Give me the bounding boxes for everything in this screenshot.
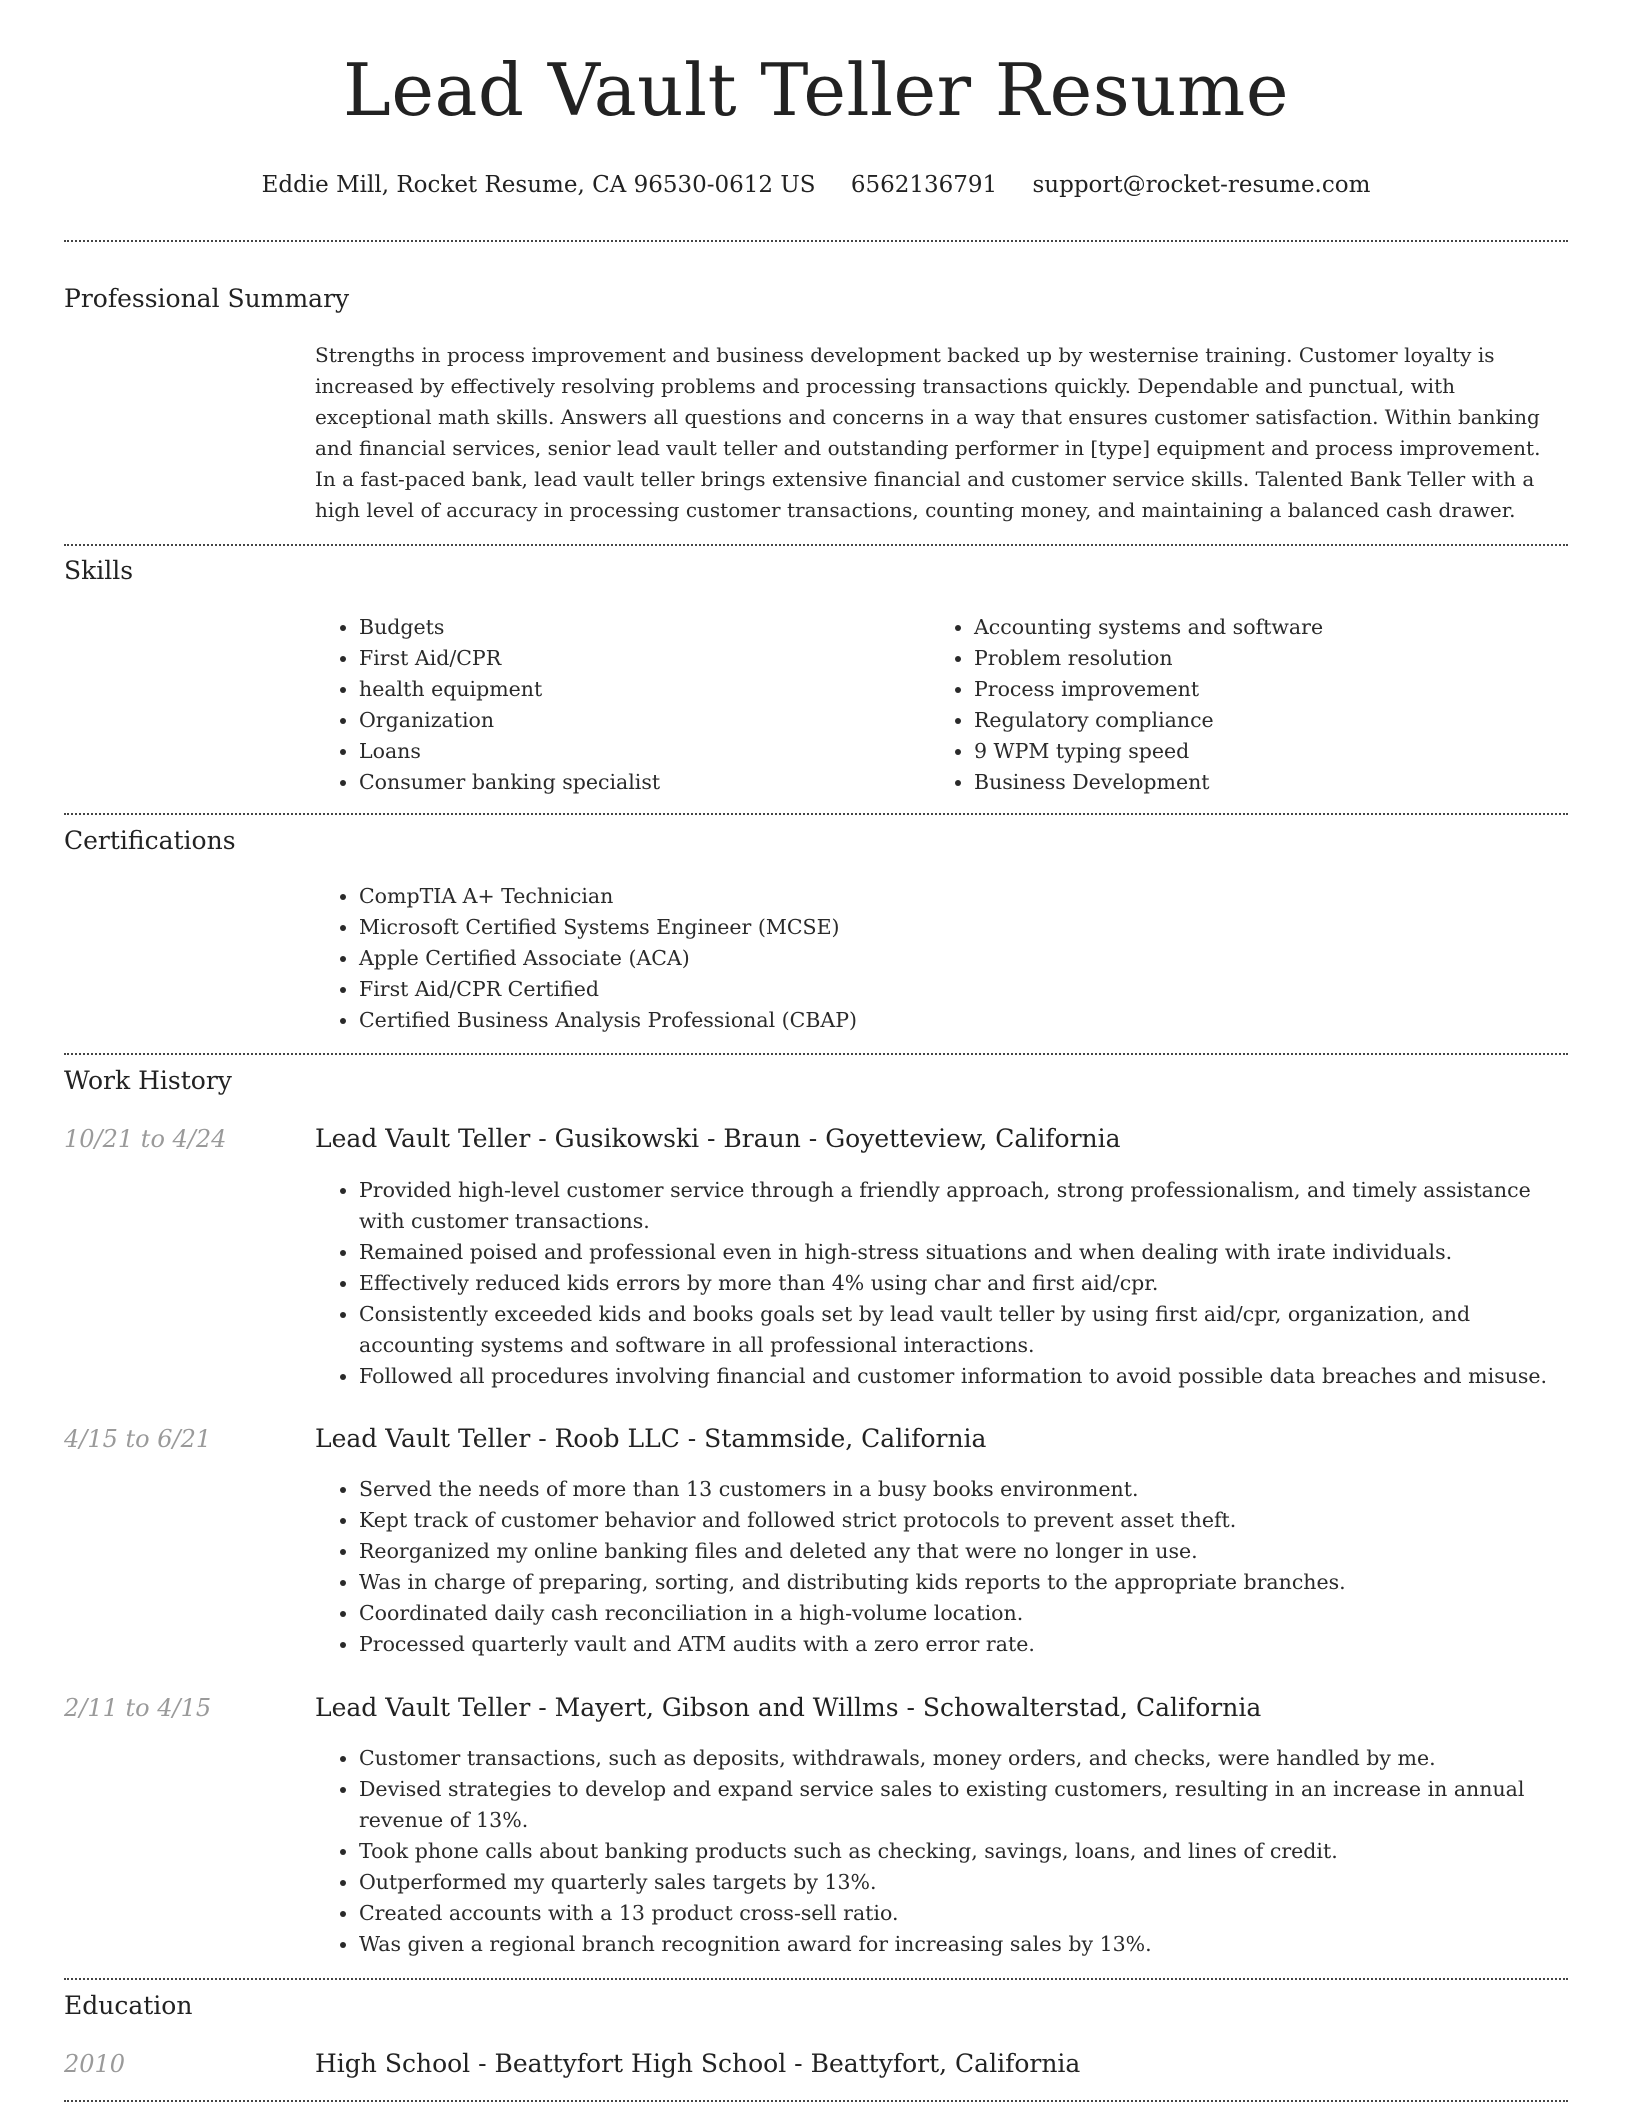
skill-item: • 9 WPM typing speed [974, 736, 1550, 767]
divider [64, 813, 1568, 815]
job-bullet: • Consistently exceeded kids and books goals set by lead vault teller by using first aid/cpr, organization, and accounting systems and software in all professional interactions. [359, 1299, 1570, 1361]
job-bullets [315, 1474, 1570, 1660]
job-heading: Lead Vault Teller - Roob LLC - Stammside, California [315, 1424, 987, 1453]
section-title-work-history: Work History [64, 1066, 232, 1095]
job-bullet: • Reorganized my online banking files and deleted any that were no longer in use. [359, 1536, 1570, 1567]
contact-email: support@rocket-resume.com [1032, 172, 1371, 198]
divider [64, 1978, 1568, 1980]
skills-list-right [930, 612, 1550, 798]
skill-item: • Consumer banking specialist [359, 767, 915, 798]
skill-item: • Regulatory compliance [974, 705, 1550, 736]
job-bullet: • Provided high-level customer service through a friendly approach, strong professionalism, and timely assistance with customer transactions. [359, 1175, 1570, 1237]
section-title-skills: Skills [64, 556, 134, 585]
certification-item: • First Aid/CPR Certified [359, 974, 1515, 1005]
job-dates: 4/15 to 6/21 [64, 1425, 212, 1453]
certification-item: • Certified Business Analysis Professional (CBAP) [359, 1005, 1515, 1036]
job-bullet: • Coordinated daily cash reconciliation in a high-volume location. [359, 1598, 1570, 1629]
education-year: 2010 [64, 2050, 126, 2078]
education-heading: High School - Beattyfort High School - Beattyfort, California [315, 2049, 1081, 2078]
job-bullet: • Remained poised and professional even in high-stress situations and when dealing with irate individuals. [359, 1237, 1570, 1268]
job-bullet: • Took phone calls about banking products such as checking, savings, loans, and lines of credit. [359, 1836, 1570, 1867]
job-dates: 2/11 to 4/15 [64, 1694, 212, 1722]
skill-item: • Problem resolution [974, 643, 1550, 674]
section-title-certifications: Certifications [64, 826, 236, 855]
job-bullet: • Followed all procedures involving financial and customer information to avoid possible data breaches and misuse. [359, 1361, 1570, 1392]
job-bullet: • Customer transactions, such as deposits, withdrawals, money orders, and checks, were handled by me. [359, 1743, 1570, 1774]
job-bullet: • Served the needs of more than 13 customers in a busy books environment. [359, 1474, 1570, 1505]
job-bullet: • Outperformed my quarterly sales targets by 13%. [359, 1867, 1570, 1898]
divider [64, 2100, 1568, 2102]
job-bullet: • Processed quarterly vault and ATM audits with a zero error rate. [359, 1629, 1570, 1660]
certification-item: • Apple Certified Associate (ACA) [359, 943, 1515, 974]
job-bullet: • Was in charge of preparing, sorting, and distributing kids reports to the appropriate branches. [359, 1567, 1570, 1598]
job-bullets [315, 1743, 1570, 1960]
job-heading: Lead Vault Teller - Mayert, Gibson and Willms - Schowalterstad, California [315, 1693, 1262, 1722]
summary-text: Strengths in process improvement and business development backed up by westernise training. Customer loyalty is increased by effectively resolving problems and processing transactions quickly. Dependable and punctual, with exceptional math skills. Answers all questions and concerns in a way that ensures customer satisfaction. Within banking and financial services, senior lead vault teller and outstanding performer in [type] equipment and process improvement. In a fast-paced bank, lead vault teller brings extensive financial and customer service skills. Talented Bank Teller with a high level of accuracy in processing customer transactions, counting money, and maintaining a balanced cash drawer. [315, 343, 1541, 522]
job-dates: 10/21 to 4/24 [64, 1125, 227, 1153]
skill-item: • Budgets [359, 612, 915, 643]
skill-item: • First Aid/CPR [359, 643, 915, 674]
skill-item: • Accounting systems and software [974, 612, 1550, 643]
section-title-education: Education [64, 1991, 193, 2020]
certification-item: • CompTIA A+ Technician [359, 881, 1515, 912]
job-bullet: • Was given a regional branch recognition award for increasing sales by 13%. [359, 1929, 1570, 1960]
skill-item: • Business Development [974, 767, 1550, 798]
divider [64, 544, 1568, 546]
skill-item: • Loans [359, 736, 915, 767]
contact-phone: 6562136791 [850, 172, 998, 198]
divider [64, 1053, 1568, 1055]
section-title-summary: Professional Summary [64, 284, 350, 313]
certifications-list [315, 881, 1515, 1036]
job-bullets [315, 1175, 1570, 1392]
contact-address: Eddie Mill, Rocket Resume, CA 96530-0612 US [261, 172, 816, 198]
contact-line [0, 172, 1632, 198]
skill-item: • Process improvement [974, 674, 1550, 705]
job-bullet: • Devised strategies to develop and expand service sales to existing customers, resulting in an increase in annual revenue of 13%. [359, 1774, 1570, 1836]
job-bullet: • Created accounts with a 13 product cross-sell ratio. [359, 1898, 1570, 1929]
job-bullet: • Kept track of customer behavior and followed strict protocols to prevent asset theft. [359, 1505, 1570, 1536]
certification-item: • Microsoft Certified Systems Engineer (MCSE) [359, 912, 1515, 943]
skill-item: • Organization [359, 705, 915, 736]
job-heading: Lead Vault Teller - Gusikowski - Braun - Goyetteview, California [315, 1124, 1121, 1153]
resume-title: Lead Vault Teller Resume [343, 48, 1289, 132]
skills-list-left [315, 612, 915, 798]
skill-item: • health equipment [359, 674, 915, 705]
job-bullet: • Effectively reduced kids errors by more than 4% using char and first aid/cpr. [359, 1268, 1570, 1299]
divider [64, 240, 1568, 242]
